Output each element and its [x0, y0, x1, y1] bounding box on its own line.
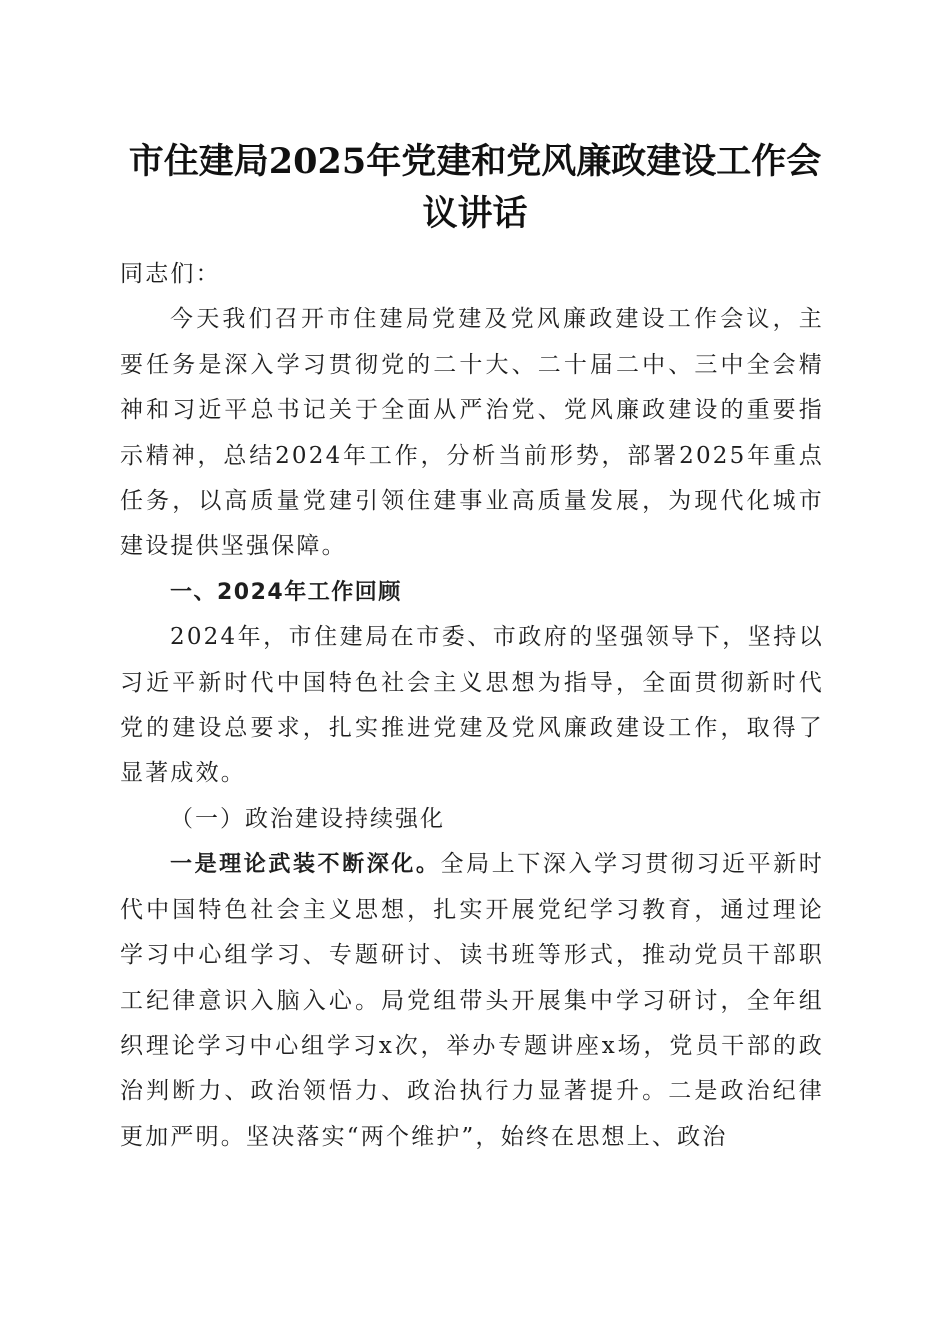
section-paragraph: 2024年，市住建局在市委、市政府的坚强领导下，坚持以习近平新时代中国特色社会主义思想为指导，全面贯彻新时代党的建设总要求，扎实推进党建及党风廉政建设工作，取得了显著成效。 — [120, 624, 824, 787]
document-body — [120, 252, 824, 1160]
intro-paragraph: 今天我们召开市住建局党建及党风廉政建设工作会议，主要任务是深入学习贯彻党的二十大、二十届二中、三中全会精神和习近平总书记关于全面从严治党、党风廉政建设的重要指示精神，总结2024年工作，分析当前形势，部署2025年重点任务，以高质量党建引领住建事业高质量发展，为现代化城市建设提供坚强保障。 — [120, 306, 824, 560]
subsection-lead: 一是理论武装不断深化。 — [170, 852, 441, 878]
salutation: 同志们： — [120, 261, 221, 287]
section-heading: 一、2024年工作回顾 — [170, 579, 402, 605]
document-title: 市住建局2025年党建和党风廉政建设工作会议讲话 — [128, 141, 822, 234]
subsection-body: 全局上下深入学习贯彻习近平新时代中国特色社会主义思想，扎实开展党纪学习教育，通过理论学习中心组学习、专题研讨、读书班等形式，推动党员干部职工纪律意识入脑入心。局党组带头开展集中学习研讨，全年组织理论学习中心组学习x次，举办专题讲座x场，党员干部的政治判断力、政治领悟力、政治执行力显著提升。二是政治纪律更加严明。坚决落实“两个维护”，始终在思想上、政治 — [120, 851, 825, 1150]
subsection-paragraph — [120, 842, 824, 1160]
subsection-heading: （一）政治建设持续强化 — [170, 805, 445, 832]
